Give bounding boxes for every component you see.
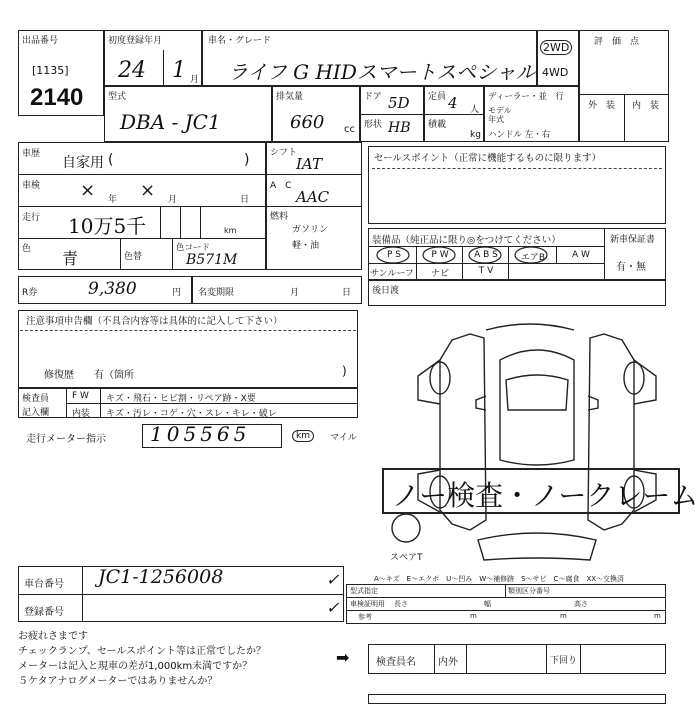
shift-label: シフト: [270, 148, 298, 158]
displacement-unit: cc: [344, 124, 355, 135]
type-designation-label: 型式指定: [350, 587, 378, 595]
evaluation-label: 評 価 点: [594, 37, 640, 47]
question-3: ５ケタアナログメーターではありませんか？: [18, 676, 218, 687]
month-unit: 月: [190, 75, 200, 85]
ac-label: A C: [270, 181, 292, 191]
color-code-value: B571M: [186, 252, 238, 268]
shape-label: 形状: [364, 120, 383, 130]
load-label: 積載: [428, 120, 447, 130]
inspector-label-2: 記入欄: [22, 408, 50, 418]
inspector-label-1: 検査員: [22, 394, 50, 404]
lot-number: 2140: [30, 84, 84, 111]
lot-label: 出品番号: [22, 36, 59, 46]
shift-value: IAT: [296, 155, 322, 173]
meter-mile: マイル: [330, 433, 357, 443]
displacement-value: 660: [290, 112, 325, 133]
interior-damage-items: キズ・汚レ・コゲ・穴・スレ・キレ・破レ: [106, 409, 277, 419]
door-label: ドア: [364, 92, 382, 102]
length-unit: m: [470, 612, 477, 620]
equip-aw: A W: [572, 250, 590, 260]
exterior-label: 外 装: [588, 101, 616, 111]
equip-navi: ナビ: [430, 269, 449, 279]
width-unit: m: [560, 612, 567, 620]
reference-label: 参考: [358, 613, 372, 621]
later-delivery-label: 後日渡: [372, 286, 400, 296]
displacement-label: 排気量: [276, 92, 304, 102]
history-value: 自家用: [62, 155, 104, 171]
handle-label: ハンドル 左・右: [488, 130, 551, 140]
equip-tv: T V: [478, 266, 494, 276]
question-2: メーターは記入と現車の差が1,000km未満ですか？: [18, 661, 253, 672]
equip-abs: A B S: [474, 250, 498, 260]
drive-4wd: 4WD: [542, 66, 569, 79]
fuel-label: 燃料: [270, 212, 289, 222]
bottom-edge-box: [368, 694, 666, 704]
greeting: お疲れさまです: [18, 631, 88, 642]
no-inspection-text: ノー検査・ノークレーム: [392, 480, 699, 511]
declaration-label: 注意事項申告欄（不具合内容等は具体的に記入して下さい）: [26, 316, 283, 327]
lot-code: [1135]: [32, 64, 69, 77]
door-value: 5D: [388, 94, 410, 112]
color-code-label: 色コード: [176, 243, 211, 253]
fw-label: F W: [72, 391, 89, 401]
meter-km: km: [292, 430, 314, 442]
mileage-label: 走行: [22, 213, 41, 223]
dealer-label: ディーラー・並 行: [488, 92, 564, 102]
inspection-year-x: ×: [80, 180, 96, 201]
inspection-month-x: ×: [140, 180, 156, 201]
underside-label: 下回り: [550, 656, 578, 666]
model-year-label: モデル年式: [488, 106, 512, 124]
question-1: チェックランプ、セールスポイント等は正常でしたか？: [18, 646, 266, 657]
length-label: 長さ: [394, 600, 408, 608]
inspection-label: 車検: [22, 181, 41, 191]
meter-label: 走行メーター指示: [26, 434, 106, 445]
height-label: 高さ: [574, 600, 588, 608]
registration-month: 1: [172, 58, 186, 83]
history-label: 車歴: [22, 149, 41, 159]
inspection-month-unit: 月: [168, 195, 178, 205]
height-unit: m: [654, 612, 661, 620]
recycle-label: R券: [22, 288, 38, 298]
name-change-day: 日: [342, 288, 352, 298]
equip-pw: P W: [431, 250, 449, 260]
chassis-value: JC1-1256008: [98, 566, 224, 588]
capacity-unit: 人: [470, 105, 480, 115]
registration-no-label: 登録番号: [24, 607, 64, 618]
interior-damage-label: 内装: [72, 409, 91, 419]
history-paren-close: ): [244, 152, 250, 168]
ac-value: AAC: [296, 188, 330, 206]
drive-2wd: 2WD: [540, 40, 572, 55]
inside-outside-label: 内外: [438, 657, 458, 668]
damage-legend: A～キズ E～エクボ U～凹み W～補修跡 S～サビ C～腐食 XX～交換済: [374, 575, 625, 583]
capacity-label: 定員: [428, 92, 447, 102]
meter-value: 105565: [150, 422, 251, 446]
name-change-label: 名変期限: [198, 288, 235, 298]
equip-ps: P S: [386, 250, 401, 260]
inspection-year-unit: 年: [108, 195, 118, 205]
interior-label: 内 装: [632, 101, 660, 111]
load-unit: kg: [470, 130, 481, 140]
width-label: 幅: [484, 600, 491, 608]
model-value: DBA - JC1: [120, 110, 221, 134]
spare-tire-label: スペアT: [390, 553, 423, 563]
km-unit: km: [224, 226, 237, 235]
model-label: 型式: [108, 92, 127, 102]
registration-check: ✓: [326, 598, 340, 617]
new-car-guarantee: 新車保証書: [610, 235, 656, 245]
recycle-value: 9,380: [88, 279, 137, 299]
car-name-label: 車名・グレード: [208, 36, 272, 46]
mileage-value: 10万5千: [68, 214, 147, 238]
repair-history-close: ): [342, 364, 347, 378]
name-change-month: 月: [290, 288, 300, 298]
registration-year: 24: [118, 58, 146, 83]
registration-label: 初度登録年月: [108, 36, 163, 46]
category-label: 類別区分番号: [508, 587, 550, 595]
repaint-label: 色替: [124, 252, 143, 262]
fw-items: キズ・飛石・ヒビ割・リペア跡・X要: [106, 394, 256, 404]
yen-unit: 円: [172, 288, 182, 298]
fuel-options: ガソリン 軽・油: [292, 225, 329, 251]
capacity-value: 4: [448, 94, 458, 112]
repair-history-label: 修復歴 有（箇所: [44, 370, 134, 381]
chassis-check: ✓: [326, 570, 340, 589]
equip-sunroof: サンルーフ: [370, 269, 414, 279]
sales-point-label: セールスポイント（正常に機能するものに限ります）: [374, 153, 602, 164]
certificate-label: 車検証明用: [350, 600, 385, 608]
inspection-day-unit: 日: [240, 195, 250, 205]
arrow-icon: ➡: [336, 648, 350, 667]
chassis-label: 車台番号: [24, 579, 64, 590]
equip-airbag: エアB: [520, 253, 546, 263]
inspector-name-label: 検査員名: [376, 657, 416, 668]
car-name: ライフ G HIDスマートスペシャル: [228, 60, 536, 84]
equipment-title: 装備品（純正品に限り◎をつけてください）: [372, 235, 561, 246]
color-value: 青: [62, 249, 79, 268]
guarantee-yes-no: 有・無: [616, 262, 646, 273]
color-label: 色: [22, 244, 32, 254]
history-paren-open: (: [108, 152, 114, 168]
shape-value: HB: [388, 120, 411, 136]
